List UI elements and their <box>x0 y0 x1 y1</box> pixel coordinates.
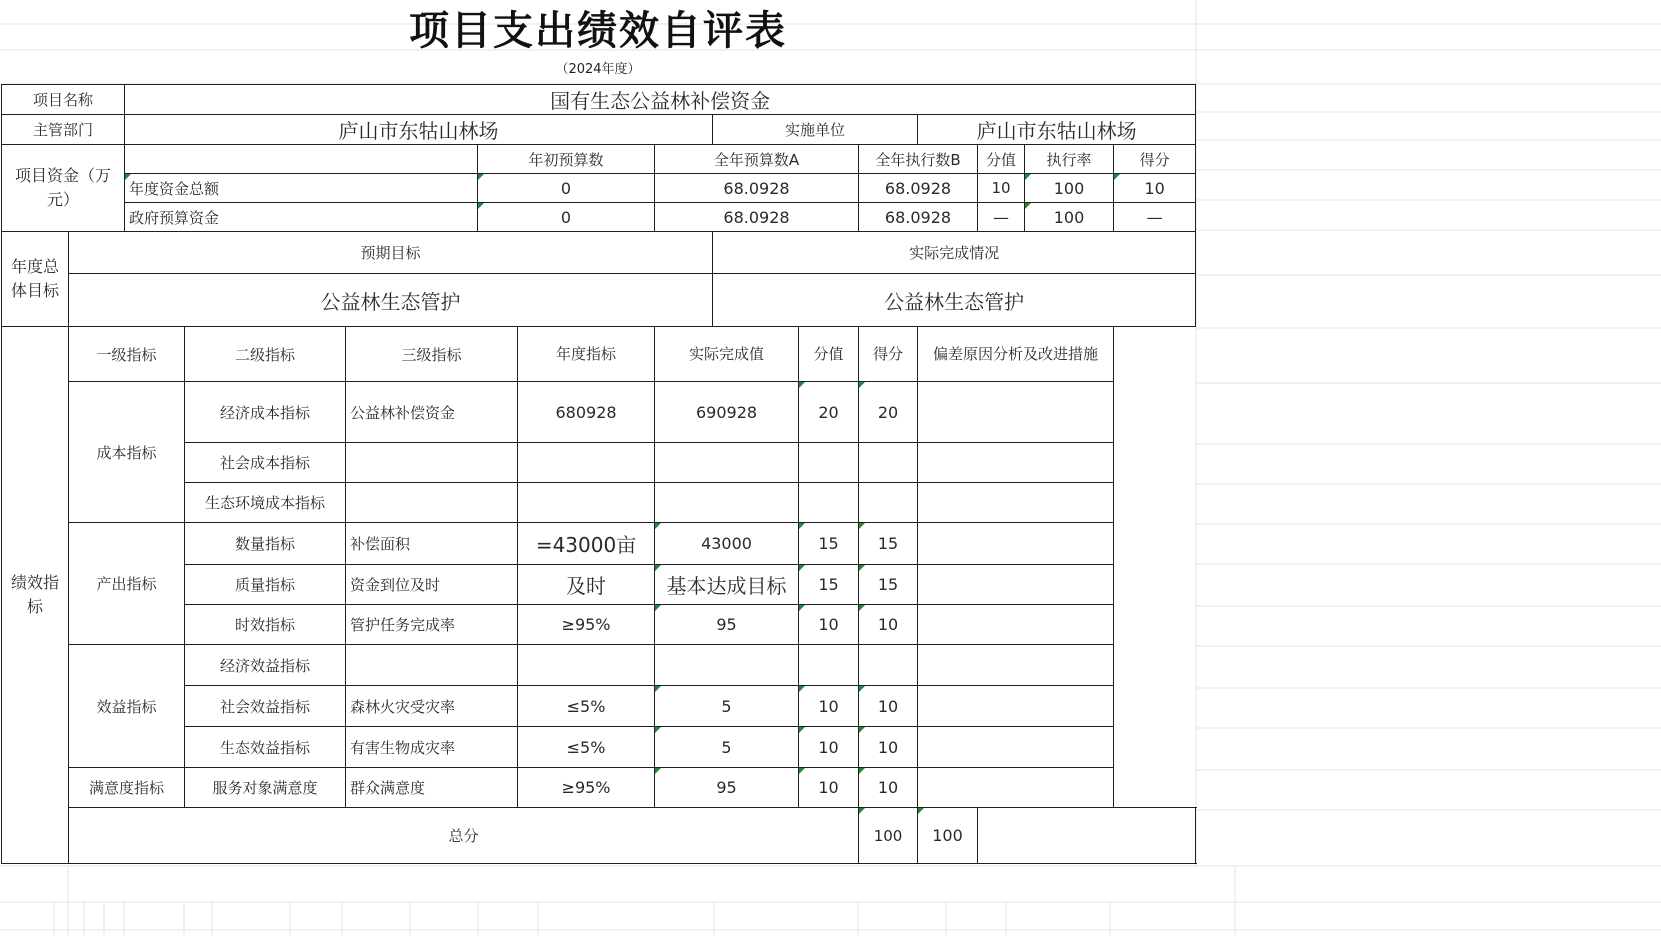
page-subtitle: （2024年度） <box>555 62 641 77</box>
score-cell[interactable] <box>799 483 859 523</box>
project-name-label: 项目名称 <box>2 85 125 115</box>
level3-cell[interactable] <box>346 483 518 523</box>
level2-cell: 生态效益指标 <box>185 727 346 768</box>
indicator-row <box>2 768 1196 808</box>
col-annual-budget: 全年预算数A <box>655 145 859 174</box>
reason-cell[interactable] <box>918 686 1114 727</box>
target-cell[interactable] <box>518 645 655 686</box>
score-cell[interactable]: 10 <box>799 605 859 645</box>
reason-cell[interactable] <box>918 768 1114 808</box>
page-title: 项目支出绩效自评表 <box>409 7 787 54</box>
obtained-cell[interactable]: 10 <box>859 768 918 808</box>
level1-satisfaction: 满意度指标 <box>69 768 185 808</box>
department-value[interactable]: 庐山市东牯山林场 <box>125 115 713 145</box>
indicator-row <box>2 523 1196 565</box>
fund-executed-value[interactable]: 68.0928 <box>859 174 978 203</box>
header-level2: 二级指标 <box>185 327 346 382</box>
col-annual-executed: 全年执行数B <box>859 145 978 174</box>
level2-cell: 社会成本指标 <box>185 443 346 483</box>
obtained-cell[interactable]: 15 <box>859 523 918 565</box>
level2-cell: 经济成本指标 <box>185 382 346 443</box>
header-level3: 三级指标 <box>346 327 518 382</box>
level2-cell: 服务对象满意度 <box>185 768 346 808</box>
obtained-cell[interactable] <box>859 483 918 523</box>
fund-score-value[interactable]: 10 <box>978 174 1025 203</box>
funds-blank-header <box>125 145 478 174</box>
reason-cell[interactable] <box>918 645 1114 686</box>
implementing-unit-value[interactable]: 庐山市东牯山林场 <box>918 115 1196 145</box>
obtained-cell[interactable] <box>859 645 918 686</box>
funds-header-row <box>2 145 1196 174</box>
fund-initial-value[interactable]: 0 <box>478 174 655 203</box>
level3-cell[interactable]: 管护任务完成率 <box>346 605 518 645</box>
level3-cell[interactable] <box>346 443 518 483</box>
score-cell[interactable]: 15 <box>799 523 859 565</box>
reason-cell[interactable] <box>918 523 1114 565</box>
header-obtained: 得分 <box>859 327 918 382</box>
goal-header-row <box>2 232 1196 274</box>
fund-rate-value[interactable]: 100 <box>1025 174 1114 203</box>
target-cell[interactable]: ≥95% <box>518 768 655 808</box>
total-blank[interactable] <box>978 808 1196 864</box>
level3-cell[interactable]: 公益林补偿资金 <box>346 382 518 443</box>
project-name-value[interactable]: 国有生态公益林补偿资金 <box>125 85 1196 115</box>
performance-indicators-label: 绩效指标 <box>2 327 69 864</box>
reason-cell[interactable] <box>918 727 1114 768</box>
score-cell[interactable] <box>799 443 859 483</box>
header-level1: 一级指标 <box>69 327 185 382</box>
level2-cell: 时效指标 <box>185 605 346 645</box>
project-name-row <box>2 85 1196 115</box>
level2-cell: 数量指标 <box>185 523 346 565</box>
department-label: 主管部门 <box>2 115 125 145</box>
target-cell[interactable] <box>518 443 655 483</box>
score-cell[interactable]: 10 <box>799 727 859 768</box>
fund-initial-value[interactable]: 0 <box>478 203 655 232</box>
col-obtained-score: 得分 <box>1114 145 1196 174</box>
indicator-row <box>2 382 1196 443</box>
actual-cell[interactable]: 43000 <box>655 523 799 565</box>
level1-benefit: 效益指标 <box>69 645 185 768</box>
score-cell[interactable]: 10 <box>799 686 859 727</box>
indicator-header-row <box>2 327 1196 382</box>
fund-row-name: 政府预算资金 <box>125 203 478 232</box>
obtained-cell[interactable]: 10 <box>859 727 918 768</box>
implementing-unit-label: 实施单位 <box>713 115 918 145</box>
col-execution-rate: 执行率 <box>1025 145 1114 174</box>
obtained-cell[interactable]: 20 <box>859 382 918 443</box>
actual-cell[interactable]: 95 <box>655 768 799 808</box>
actual-cell[interactable]: 690928 <box>655 382 799 443</box>
col-initial-budget: 年初预算数 <box>478 145 655 174</box>
score-cell[interactable]: 15 <box>799 565 859 605</box>
level3-cell[interactable]: 群众满意度 <box>346 768 518 808</box>
funds-row-government <box>2 203 1196 232</box>
actual-completion-value[interactable]: 公益林生态管护 <box>713 274 1196 327</box>
reason-cell[interactable] <box>918 382 1114 443</box>
target-cell[interactable]: =43000亩 <box>518 523 655 565</box>
actual-cell[interactable] <box>655 443 799 483</box>
target-cell[interactable]: 680928 <box>518 382 655 443</box>
fund-annual-value[interactable]: 68.0928 <box>655 174 859 203</box>
obtained-cell[interactable] <box>859 443 918 483</box>
actual-completion-label: 实际完成情况 <box>713 232 1196 274</box>
reason-cell[interactable] <box>918 483 1114 523</box>
header-score: 分值 <box>799 327 859 382</box>
level2-cell: 经济效益指标 <box>185 645 346 686</box>
reason-cell[interactable] <box>918 443 1114 483</box>
funds-label: 项目资金（万元） <box>2 145 125 232</box>
total-label: 总分 <box>69 808 859 864</box>
expected-goal-label: 预期目标 <box>69 232 713 274</box>
header-deviation-reason: 偏差原因分析及改进措施 <box>918 327 1114 382</box>
expected-goal-value[interactable]: 公益林生态管护 <box>69 274 713 327</box>
annual-goal-label: 年度总体目标 <box>2 232 69 327</box>
level1-cost: 成本指标 <box>69 382 185 523</box>
level2-cell: 社会效益指标 <box>185 686 346 727</box>
indicator-row <box>2 645 1196 686</box>
total-row <box>2 808 1196 864</box>
fund-executed-value[interactable]: 68.0928 <box>859 203 978 232</box>
level2-cell: 生态环境成本指标 <box>185 483 346 523</box>
level1-output: 产出指标 <box>69 523 185 645</box>
fund-rate-value[interactable]: 100 <box>1025 203 1114 232</box>
actual-cell[interactable]: 基本达成目标 <box>655 565 799 605</box>
funds-row-total <box>2 174 1196 203</box>
actual-cell[interactable] <box>655 645 799 686</box>
goal-content-row <box>2 274 1196 327</box>
header-actual-value: 实际完成值 <box>655 327 799 382</box>
fund-score-value[interactable]: — <box>978 203 1025 232</box>
obtained-cell[interactable]: 15 <box>859 565 918 605</box>
level3-cell[interactable]: 资金到位及时 <box>346 565 518 605</box>
target-cell[interactable]: ≤5% <box>518 727 655 768</box>
fund-obtained-value[interactable]: — <box>1114 203 1196 232</box>
fund-obtained-value[interactable]: 10 <box>1114 174 1196 203</box>
level2-cell: 质量指标 <box>185 565 346 605</box>
reason-cell[interactable] <box>918 565 1114 605</box>
obtained-cell[interactable]: 10 <box>859 605 918 645</box>
evaluation-table <box>1 84 1196 864</box>
score-cell[interactable]: 20 <box>799 382 859 443</box>
target-cell[interactable]: 及时 <box>518 565 655 605</box>
level3-cell[interactable]: 森林火灾受灾率 <box>346 686 518 727</box>
score-cell[interactable]: 10 <box>799 768 859 808</box>
col-score: 分值 <box>978 145 1025 174</box>
fund-row-name: 年度资金总额 <box>125 174 478 203</box>
actual-cell[interactable] <box>655 483 799 523</box>
total-score[interactable]: 100 <box>859 808 918 864</box>
obtained-cell[interactable]: 10 <box>859 686 918 727</box>
actual-cell[interactable]: 5 <box>655 686 799 727</box>
total-obtained[interactable]: 100 <box>918 808 978 864</box>
fund-annual-value[interactable]: 68.0928 <box>655 203 859 232</box>
score-cell[interactable] <box>799 645 859 686</box>
target-cell[interactable]: ≤5% <box>518 686 655 727</box>
reason-cell[interactable] <box>918 605 1114 645</box>
actual-cell[interactable]: 5 <box>655 727 799 768</box>
level3-cell[interactable]: 有害生物成灾率 <box>346 727 518 768</box>
department-row <box>2 115 1196 145</box>
level3-cell[interactable]: 补偿面积 <box>346 523 518 565</box>
header-annual-target: 年度指标 <box>518 327 655 382</box>
level3-cell[interactable] <box>346 645 518 686</box>
target-cell[interactable]: ≥95% <box>518 605 655 645</box>
actual-cell[interactable]: 95 <box>655 605 799 645</box>
target-cell[interactable] <box>518 483 655 523</box>
